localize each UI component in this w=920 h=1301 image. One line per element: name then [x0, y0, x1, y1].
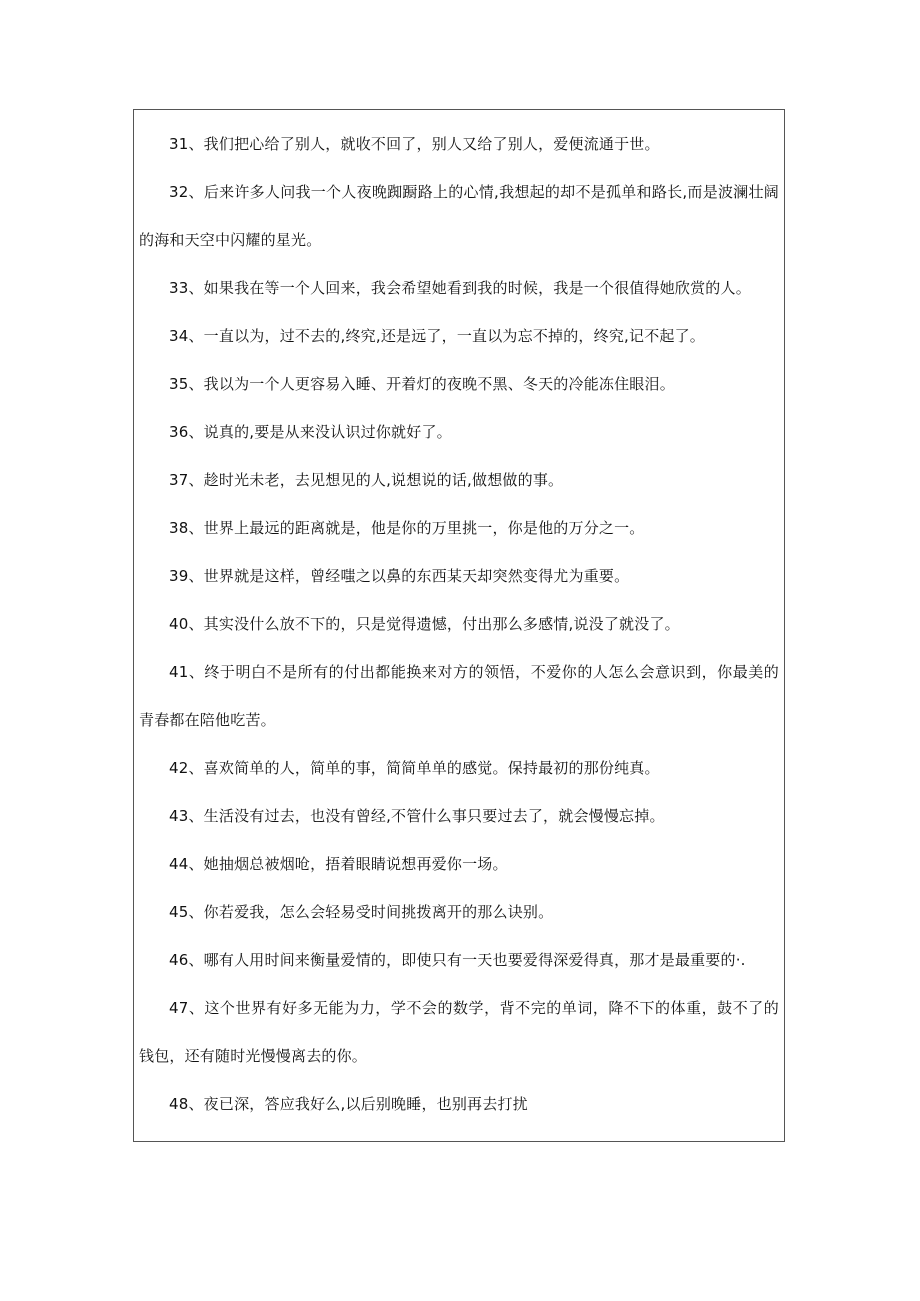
quote-item-45: 45、你若爱我，怎么会轻易受时间挑拨离开的那么诀别。 [169, 903, 554, 921]
quote-item-39: 39、世界就是这样，曾经嗤之以鼻的东西某天却突然变得尤为重要。 [169, 567, 630, 585]
quote-item-48: 48、夜已深，答应我好么,以后别晚睡，也别再去打扰 [169, 1095, 528, 1113]
quote-item-33: 33、如果我在等一个人回来，我会希望她看到我的时候，我是一个很值得她欣赏的人。 [169, 279, 751, 297]
quote-item-41: 41、终于明白不是所有的付出都能换来对方的领悟，不爱你的人怎么会意识到，你最美的青春都在陪他吃苦。 [139, 663, 779, 729]
quote-item-42: 42、喜欢简单的人，简单的事，简简单单的感觉。保持最初的那份纯真。 [169, 759, 660, 777]
quote-item-34: 34、一直以为，过不去的,终究,还是远了，一直以为忘不掉的，终究,记不起了。 [169, 327, 705, 345]
quote-item-35: 35、我以为一个人更容易入睡、开着灯的夜晚不黑、冬天的冷能冻住眼泪。 [169, 375, 675, 393]
quote-item-32: 32、后来许多人问我一个人夜晚踟蹰路上的心情,我想起的却不是孤单和路长,而是波澜壮阔的海和天空中闪耀的星光。 [139, 183, 779, 249]
page-frame [133, 109, 785, 1142]
quote-item-40: 40、其实没什么放不下的，只是觉得遗憾，付出那么多感情,说没了就没了。 [169, 615, 680, 633]
quote-item-43: 43、生活没有过去，也没有曾经,不管什么事只要过去了，就会慢慢忘掉。 [169, 807, 665, 825]
document-body [139, 132, 779, 1140]
quote-item-38: 38、世界上最远的距离就是，他是你的万里挑一，你是他的万分之一。 [169, 519, 645, 537]
quote-item-46: 46、哪有人用时间来衡量爱情的，即使只有一天也要爱得深爱得真，那才是最重要的·. [169, 951, 746, 969]
quote-item-36: 36、说真的,要是从来没认识过你就好了。 [169, 423, 452, 441]
quote-item-44: 44、她抽烟总被烟呛，捂着眼睛说想再爱你一场。 [169, 855, 508, 873]
quote-item-47: 47、这个世界有好多无能为力，学不会的数学，背不完的单词，降不下的体重，鼓不了的钱包，还有随时光慢慢离去的你。 [139, 999, 779, 1065]
quote-item-31: 31、我们把心给了别人，就收不回了，别人又给了别人，爱便流通于世。 [169, 135, 660, 153]
quote-item-37: 37、趁时光未老，去见想见的人,说想说的话,做想做的事。 [169, 471, 564, 489]
